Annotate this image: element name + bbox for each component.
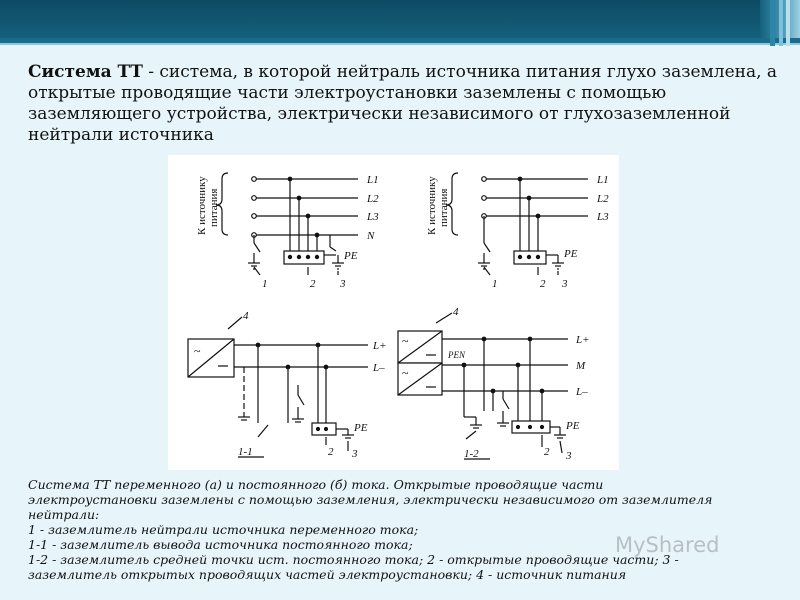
label-N: N [367, 230, 375, 242]
decor-bar [770, 0, 775, 46]
label-3-a: 3 [340, 278, 346, 290]
label-2-d: 2 [544, 446, 550, 458]
caption-line: нейтрали: [28, 507, 100, 522]
label-pe-b: PE [564, 248, 578, 260]
label-L2: L2 [367, 193, 379, 205]
label-pe-d: PE [566, 420, 580, 432]
panel-ac-b [426, 173, 609, 290]
label-pen: PEN [448, 350, 465, 360]
label-3-c: 3 [352, 448, 358, 460]
label-3-b: 3 [562, 278, 568, 290]
label-L2-b: L2 [597, 193, 609, 205]
slide-heading [28, 62, 778, 146]
svg-text:~: ~ [402, 366, 409, 380]
tt-system-diagram [168, 155, 619, 470]
source-label-b2: питания [438, 188, 450, 227]
label-2-a: 2 [310, 278, 316, 290]
source-label-a1: К источнику [196, 176, 208, 235]
svg-text:~: ~ [194, 344, 201, 358]
label-pe-c: PE [354, 422, 368, 434]
caption-line: 1-1 - заземлитель вывода источника постоянного тока; [28, 537, 413, 552]
label-L1: L1 [367, 174, 379, 186]
label-pe-a: PE [344, 250, 358, 262]
label-1-2: 1-2 [464, 448, 479, 460]
label-L1-b: L1 [597, 174, 609, 186]
top-header-bar [0, 0, 800, 38]
panel-ac-a [196, 173, 379, 290]
label-1-b: 1 [492, 278, 498, 290]
label-L3-b: L3 [597, 211, 609, 223]
label-3-d: 3 [566, 450, 572, 462]
label-1-a: 1 [262, 278, 268, 290]
label-Lplus-a: L+ [373, 340, 387, 352]
source-label-a2: питания [208, 188, 220, 227]
label-4-a: 4 [243, 310, 249, 322]
caption-line: электроустановки заземлены с помощью заземления, электрически независимого от заземлителя [28, 492, 713, 507]
header-stripe-light [0, 43, 800, 45]
term-definition: - система, в которой нейтраль источника питания глухо заземлена, а открытые проводящие части электроустановки заземлены с помощью заземляющего устройства, электрически независимого от глухозаземленной нейтрали источника [28, 62, 778, 145]
panel-dc-a [188, 310, 387, 460]
svg-text:~: ~ [402, 334, 409, 348]
label-2-c: 2 [328, 446, 334, 458]
source-label-b1: К источнику [426, 176, 438, 235]
watermark: MyShared [615, 533, 720, 557]
label-2-b: 2 [540, 278, 546, 290]
label-Lminus-b: L– [576, 386, 588, 398]
label-Lplus-b: L+ [576, 334, 590, 346]
caption-line: заземлитель открытых проводящих частей электроустановки; 4 - источник питания [28, 567, 627, 582]
decor-bar [786, 0, 790, 46]
label-L3: L3 [367, 211, 379, 223]
label-1-1: 1-1 [238, 446, 253, 458]
label-Lminus-a: L– [373, 362, 385, 374]
decor-bar [779, 0, 783, 46]
label-4-b: 4 [453, 306, 459, 318]
caption-line: 1-2 - заземлитель средней точки ист. постоянного тока; 2 - открытые проводящие части; 3 - [28, 552, 679, 567]
caption-line: 1 - заземлитель нейтрали источника переменного тока; [28, 522, 419, 537]
label-M: M [576, 360, 586, 372]
term-bold: Система ТТ [28, 62, 143, 82]
figure-caption [28, 477, 788, 582]
caption-line: Система ТТ переменного (а) и постоянного (б) тока. Открытые проводящие части [28, 477, 604, 492]
panel-dc-b [398, 306, 590, 462]
